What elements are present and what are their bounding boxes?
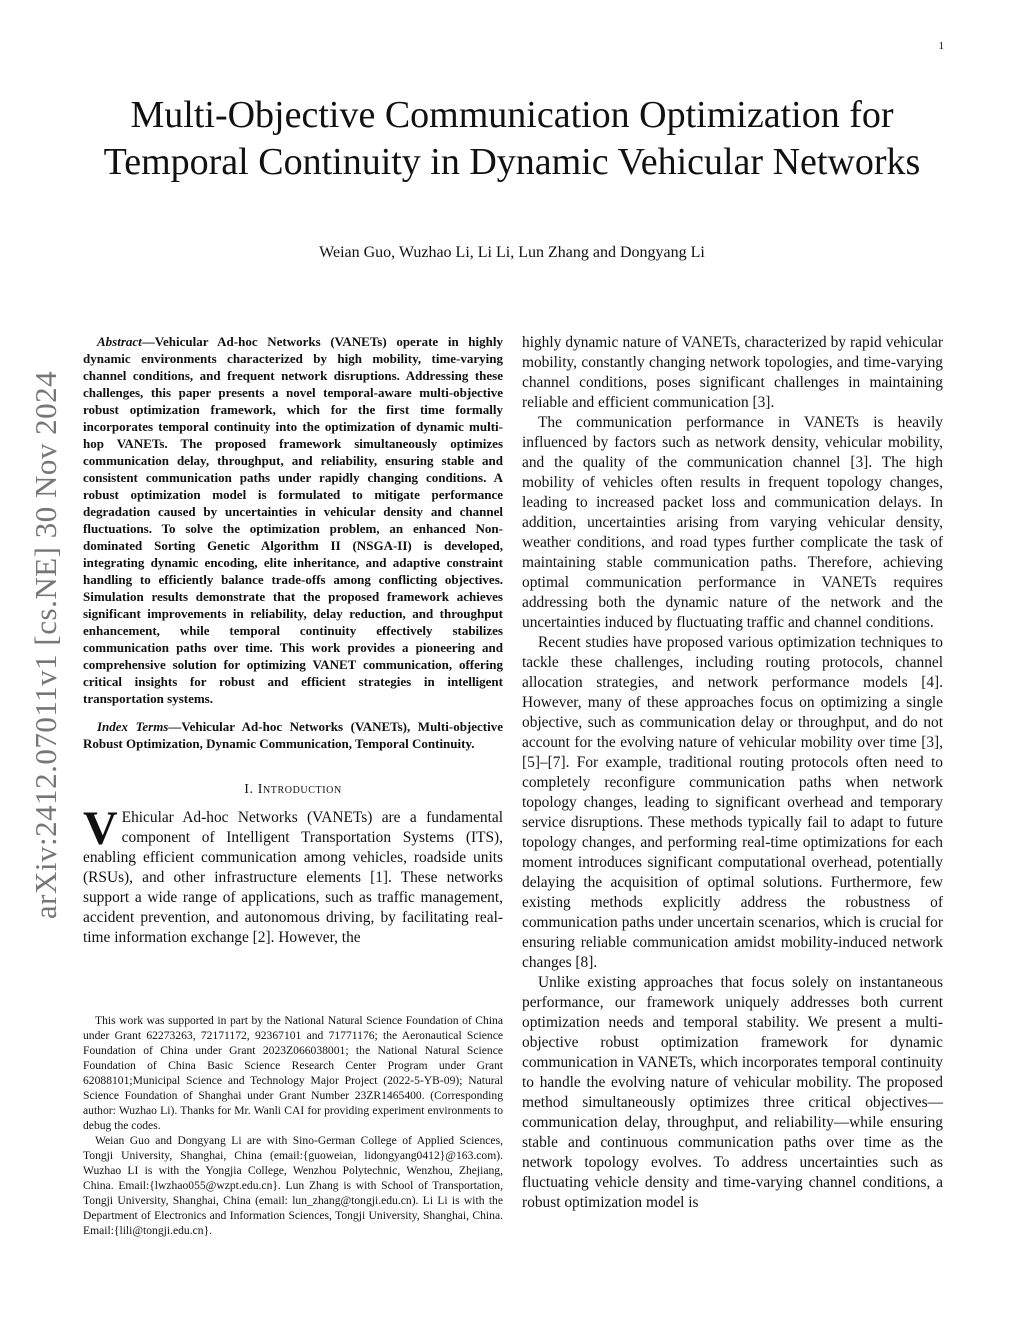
funding-footnote: This work was supported in part by the National Natural Science Foundation of China under Grant 62273263, 72171172, 92367101 and 71771176; the Aeronautical Science Foundation of China under Grant 2023Z066038001; the National Natural Science Foundation of China Basic Science Research Center Program under Grant 62088101;Municipal Science and Technology Major Project (2022-5-YB-09); Natural Science Foundation of Shanghai under Grant Number 23ZR1465400. (Corresponding author: Wuzhao Li). Thanks for Mr. Wanli CAI for providing experiment environments to debug the codes. [83,1014,503,1132]
author-list: Weian Guo, Wuzhao Li, Li Li, Lun Zhang and Dongyang Li [319,244,705,261]
index-terms-label: Index Terms [97,719,169,734]
citation-link[interactable]: [4] [921,674,940,691]
paragraph-text: . The high mobility of vehicles often results in frequent topology changes, leading to increased packet loss and communication delays. In addition, uncertainties arising from varying vehicular density, weather conditions, and road types further complicate the task of maintaining stable communication paths. Therefore, achieving optimal communication performance in VANETs requires addressing both the dynamic nature of the network and the uncertainties induced by fluctuating traffic and channel conditions. [522,454,943,631]
paragraph [522,413,943,633]
footnotes [83,1013,503,1238]
paragraph-text: , [939,734,943,751]
citation-link[interactable]: [3] [850,454,869,471]
paragraph-text: . However, many of these approaches focus on optimizing a single objective, such as communication delay or throughput, and do not account for the evolving nature of vehicular mobility over time [522,674,943,751]
paragraph-text: The communication performance in VANETs is heavily influenced by factors such as network density, vehicular mobility, and the quality of the communication channel [522,414,943,471]
intro-text-b: . These networks support a wide range of applications, such as traffic management, accident prevention, and autonomous driving, by facilitating real-time information exchange [83,869,503,946]
paragraph [522,333,943,413]
section-heading-introduction [83,782,503,798]
page-number: 1 [938,40,944,52]
intro-text-c: . However, the [270,929,361,946]
citation-link[interactable]: [7] [547,754,566,771]
citation-link[interactable]: [3] [752,394,771,411]
drop-cap: V [83,802,118,855]
abstract [83,333,503,707]
citation-link[interactable]: [2] [252,929,271,946]
paper-title: Multi-Objective Communication Optimization for Temporal Continuity in Dynamic Vehicular Networks [103,94,921,183]
paragraph-text: Recent studies have proposed various optimization techniques to tackle these challenges, including routing protocols, channel allocation strategies, and network performance models [522,634,943,691]
paragraph-text: . [593,954,598,971]
abstract-label: Abstract [97,334,142,349]
abstract-text: —Vehicular Ad-hoc Networks (VANETs) operate in highly dynamic environments characterized by high mobility, time-varying channel conditions, and frequent network disruptions. Addressing these challenges, this paper presents a novel temporal-aware multi-objective robust optimization framework, which for the first time formally incorporates temporal continuity into the optimization of dynamic multi-hop VANETs. The proposed framework simultaneously optimizes communication delay, throughput, and reliability, ensuring stable and consistent communication paths under rapidly changing conditions. A robust optimization model is formulated to mitigate performance degradation caused by uncertainties in vehicular density and channel fluctuations. To solve the optimization problem, an enhanced Non-dominated Sorting Genetic Algorithm II (NSGA-II) is developed, integrating dynamic encoding, elite inheritance, and adaptive constraint handling to efficiently balance trade-offs among conflicting objectives. Simulation results demonstrate that the proposed framework achieves significant improvements in reliability, delay reduction, and throughput enhancement, while temporal continuity effectively stabilizes communication paths over time. This work provides a pioneering and comprehensive solution for optimizing VANET communication, offering critical insights for robust and efficient strategies in intelligent transportation systems. [83,334,503,706]
arxiv-identifier-text: arXiv:2412.07011v1 [cs.NE] 30 Nov 2024 [28,370,64,920]
index-terms [83,718,503,752]
citation-link[interactable]: [1] [370,869,389,886]
arxiv-identifier [22,345,70,945]
right-column [522,333,943,1213]
paragraph-text: . [770,394,775,411]
paragraph-text: – [539,754,548,771]
intro-paragraph [83,802,503,948]
index-terms-text: —Vehicular Ad-hoc Networks (VANETs), Multi-objective Robust Optimization, Dynamic Communication, Temporal Continuity. [83,719,504,751]
section-title: Introduction [257,782,342,797]
citation-link[interactable]: [5] [522,754,540,771]
left-column [83,333,503,948]
paragraph-text: . For example, traditional routing protocols often need to completely reconfigure communication paths when network topology changes, leading to significant overhead and temporary service disruptions. These methods typically fail to adapt to future topology changes, and performing real-time optimizations for each moment introduces significant computational overhead, potentially delaying the acquisition of optimal solutions. Furthermore, few existing methods explicitly address the robustness of communication paths under uncertain scenarios, which is crucial for ensuring reliable communication amidst mobility-induced network changes [522,754,943,971]
citation-link[interactable]: [3] [921,734,940,751]
intro-text-a: Ehicular Ad-hoc Networks (VANETs) are a fundamental component of Intelligent Transportation Systems (ITS), enabling efficient communication among vehicles, roadside units (RSUs), and other infrastructure elements [83,809,503,886]
paragraph-text: highly dynamic nature of VANETs, characterized by rapid vehicular mobility, constantly changing network topologies, and time-varying channel conditions, poses significant challenges in maintaining reliable and efficient communication [522,334,943,411]
paragraph [522,633,943,973]
section-number: I. [244,782,258,797]
affiliation-footnote: Weian Guo and Dongyang Li are with Sino-German College of Applied Sciences, Tongji University, Shanghai, China (email:{guoweian, lidongyang0412}@163.com). Wuzhao LI is with the Yongjia College, Wenzhou Polytechnic, Wenzhou, Zhejiang, China. Email:{lwzhao055@wzpt.edu.cn}. Lun Zhang is with School of Transportation, Tongji University, Shanghai, China (email: lun_zhang@tongji.edu.cn). Li Li is with the Department of Electronics and Information Sciences, Tongji University, Shanghai, China. Email:{lili@tongji.edu.cn}. [83,1134,503,1237]
paragraph: Unlike existing approaches that focus solely on instantaneous performance, our framework uniquely addresses both current optimization needs and temporal stability. We present a multi-objective robust optimization framework for dynamic communication in VANETs, which incorporates temporal continuity to handle the evolving nature of vehicular mobility. The proposed method simultaneously optimizes three critical objectives—communication delay, throughput, and reliability—while ensuring stable and continuous communication paths over time as the network topology evolves. To address uncertainties such as fluctuating vehicle density and time-varying channel conditions, a robust optimization model is [522,974,943,1211]
citation-link[interactable]: [8] [575,954,594,971]
